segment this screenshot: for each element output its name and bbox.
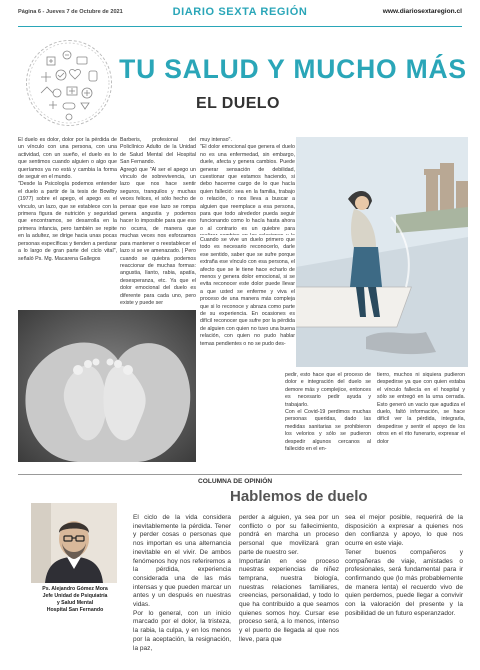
author-photo <box>31 503 117 583</box>
section-divider <box>18 474 462 475</box>
author-name: Ps. Alejandro Gómez Mora <box>42 586 108 592</box>
opinion-column-3 <box>345 514 463 618</box>
article-column-1 <box>18 137 117 263</box>
opinion-title: Hablemos de duelo <box>230 488 368 505</box>
author-caption <box>20 586 130 614</box>
newspaper-name: DIARIO SEXTA REGIÓN <box>172 6 308 18</box>
article-text: pedir, esto hace que el proceso de dolor e integración del duelo se demore más y complejice, entonces es necesario pedir ayuda y trabajarlo. Con el Covid-19 perdimos muchas personas queridas, dado las medidas sanitarias se prohibieron los velorios y sólo se pudieron despedir algunos cercanos al fallecido en el en- <box>285 372 371 453</box>
article-text: El duelo es dolor, dolor por la pérdida de un vínculo con una persona, con una actividad, con un sueño, el duelo es lo que sentimos cuando alguien o algo que queríamos ya no está y cambia la forma de seguir en el mundo. "Desde la Psicología podemos entender el duelo a partir de la tesis de Bowlby (1977) sobre el apego, el apego es el vínculo, un lazo, que se establece con la primera figura de nutrición y seguridad que encontramos, se desarrolla en la primera infancia, pero también se repite en la adultez, se dirige hacia unas pocas personas específicas y tienden a perdurar a lo largo de gran parte del ciclo vital", señaló Ps. Mg. Macarena Gallegos <box>18 137 117 262</box>
author-role-2: y Salud Mental <box>56 600 94 606</box>
opinion-column-2 <box>239 514 339 645</box>
opinion-text: sea el mejor posible, requerirá de la disposición a expresar a quienes nos den confianza y apoyo, lo que nos ocurre en este viaje. Tener buenos compañeros y compañeras de viaje, amistades o profesionales, será fundamental para ir confirmando que (lo más probablemente de manera lenta) el recuerdo vivo de quien perdemos, puede llegar a convivir con la valoración del presente y la posibilidad de un futuro esperanzador. <box>345 514 463 617</box>
article-column-2 <box>120 137 196 307</box>
article-title: EL DUELO <box>196 95 280 112</box>
article-text: Barberis, profesional del Policlínico Adulto de la Unidad de Salud Mental del Hospital San Fernando. Agregó que "Al ser el apego un vínculo de sobrevivencia, un lazo que nos hace sentir seguros, tranquilos y muchas veces felices, el sólo hecho de pensar que ese lazo se rompa genera angustia y podemos hacer lo imposible para que eso no ocurra, de manera que muchas veces nos esforzamos para mantener o reestablecer el lazo si se ve amenazado. | Pero cuando se quiebra podemos reaccionar de muchas formas: angustia, llanto, rabia, apatía, desesperanza, etc. Ya que el dolor emocional del duelo es diferente para cada uno, pero existe y puede ser <box>120 137 196 306</box>
article-column-3-continued <box>200 237 295 348</box>
opinion-text: perder a alguien, ya sea por un conflicto o por su fallecimiento, pondrá en marcha un proceso personal que movilizará gran parte de nuestro ser. Importarán en ese proceso nuestras experiencias de niñez temprana, nuestra biología, nuestras relaciones familiares, creencias, personalidad, y todo lo que ha contribuido a que seamos quienes somos hoy. Cursar ese proceso será, a lo menos, intenso y el puerto de llegada al que nos lleve, para que <box>239 514 339 643</box>
baby-feet-photo <box>18 310 196 462</box>
opinion-label: COLUMNA DE OPINIÓN <box>198 478 273 485</box>
article-text: muy intenso". "El dolor emocional que genera el duelo no es una enfermedad, sin embargo, duele, afecta y genera cambios. Puede generar sensación de debilidad, cuestionar que estamos haciendo, si debo hacerme cargo de lo que hacía quien falleció: sea en la familia, trabajo o relación, o nos lleva a buscar a alguien que reemplace a esa persona, para que todo alrededor pueda seguir funcionando como lo hacía hasta ahora o al contrario es un quiebre para <box>200 137 295 232</box>
health-icons-logo <box>26 40 112 126</box>
opinion-text: El ciclo de la vida considera inevitablemente la pérdida. Tener y perder cosas o personas que nos importan es una alternancia inevitable en el vivir. De ambos fenómenos hoy nos referiremos a la pérdida, experiencia considerada una de las más intensas y que pueden marcar un antes y un después en nuestras vidas. Por lo general, con un inicio marcado por el dolor, la tristeza, la rabia, la culpa, y en los menos por la aceptación, la resignación, la paz, <box>133 514 231 652</box>
page-info: Página 6 - Jueves 7 de Octubre de 2021 <box>18 9 123 15</box>
article-column-3 <box>200 137 295 235</box>
article-text: tierro, muchos ni siquiera pudieron despedirse ya que con quien estaba el vínculo fallecía en el hospital y sólo se entregó en la urna cerrada. Esto generó un vacío que agudiza el duelo, faltó información, se hace difícil ver la pérdida, integrarla, despedirse y sentir el apoyo de los otros en el rito funerario, expresar el dolor <box>377 372 465 445</box>
article-text: Cuando se vive un duelo primero que todo es necesario reconocerlo, darle ese sentido, saber que se sufre porque extraña ese vínculo con esa persona, el afecto que se le tiene hace echarlo de menos y genera dolor emocional, si se evita reconocer este dolor puede llevar a que usted se enferme y viva el proceso de una manera más compleja que si lo reconoce y abraza como parte de su experiencia. En ocasiones es difícil reconocer que sufre por la pérdida de alguien con quien no tuvo una buena relación, con quien no pudo hablar temas pendientes o no se pudo des- <box>200 237 295 347</box>
mourning-illustration <box>296 137 468 367</box>
opinion-column-1 <box>133 514 231 653</box>
section-title: TU SALUD Y MUCHO MÁS <box>119 54 467 84</box>
website-url[interactable]: www.diariosextaregion.cl <box>382 8 462 15</box>
page-header <box>18 6 462 27</box>
article-column-4 <box>285 372 371 453</box>
author-organization: Hospital San Fernando <box>46 607 104 613</box>
author-role: Jefe Unidad de Psiquiatría <box>42 593 108 599</box>
article-column-5 <box>377 372 465 446</box>
